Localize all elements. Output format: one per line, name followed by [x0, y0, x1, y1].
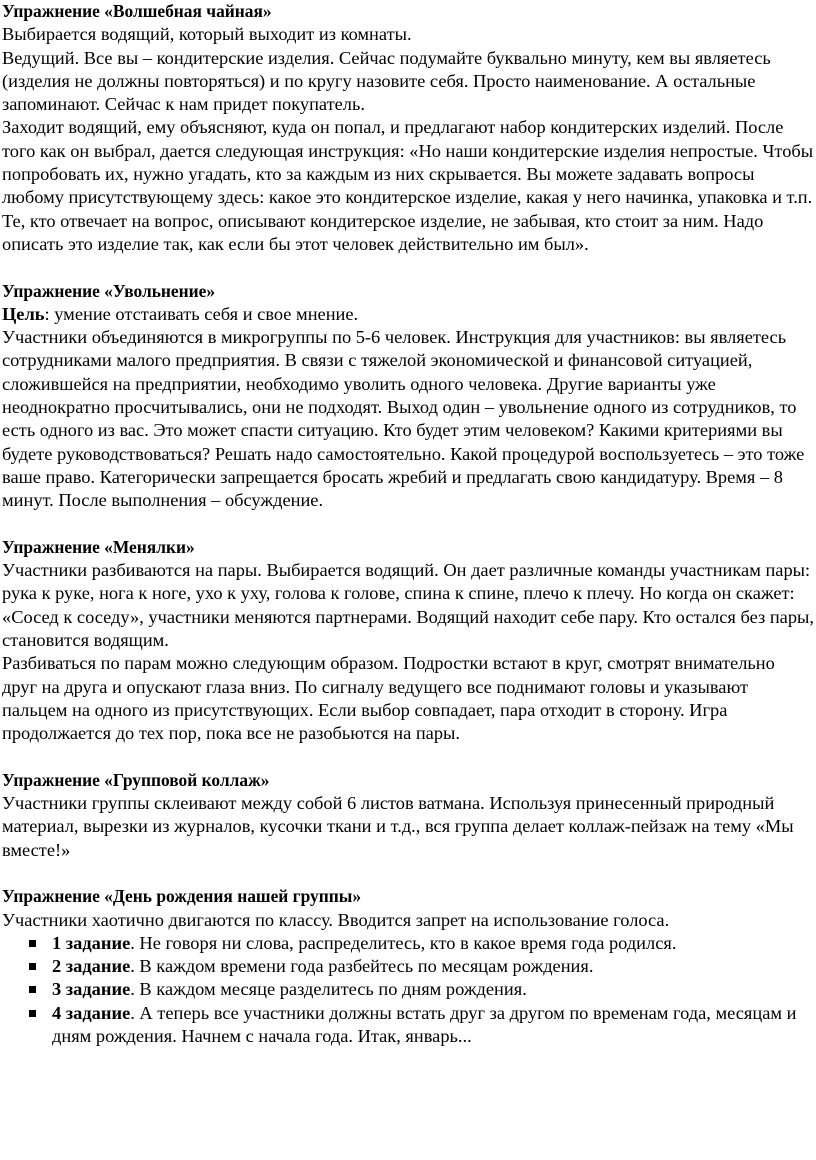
section-heading: Упражнение «Групповой коллаж» — [2, 769, 270, 790]
section-heading: Упражнение «Увольнение» — [2, 280, 216, 301]
section-spacer — [2, 862, 814, 885]
list-item — [2, 1002, 814, 1049]
goal-label: Цель — [2, 303, 45, 324]
square-bullet-icon — [29, 963, 36, 970]
task-label: 3 задание — [52, 979, 131, 1000]
task-list — [2, 932, 814, 1048]
paragraph: Участники группы склеивают между собой 6 листов ватмана. Используя принесенный природный материал, вырезки из журналов, кусочки ткани и т.д., вся группа делает коллаж-пейзаж на тему «Мы вместе!» — [2, 793, 794, 860]
task-text: . В каждом времени года разбейтесь по месяцам рождения. — [130, 956, 594, 977]
list-item — [2, 932, 814, 955]
list-item — [2, 978, 814, 1001]
paragraph: Участники разбиваются на пары. Выбирается водящий. Он дает различные команды участникам пары: рука к руке, нога к ноге, ухо к уху, голова к голове, спина к спине, плечо к плечу. Но когда он скажет: «Сосед к соседу», участники меняются партнерами. Водящий находит себе пару. Кто остался без пары, становится водящим. — [2, 560, 814, 651]
paragraph: Участники объединяются в микрогруппы по 5-6 человек. Инструкция для участников: вы являетесь сотрудниками малого предприятия. В связи с тяжелой экономической и финансовой ситуацией, сложившейся на предприятии, необходимо уволить одного человека. Другие варианты уже неоднократно просчитывались, они не подходят. Выход один – увольнение одного из сотрудников, то есть одного из вас. Это может спасти ситуацию. Кто будет этим человеком? Какими критериями вы будете руководствоваться? Решать надо самостоятельно. Какой процедурой воспользуетесь – это тоже ваше право. Категорически запрещается бросать жребий и предлагать свою кандидатуру. Время – 8 минут. После выполнения – обсуждение. — [2, 327, 805, 511]
task-text: . Не говоря ни слова, распределитесь, кто в какое время года родился. — [130, 932, 677, 953]
section-spacer — [2, 256, 814, 279]
task-label: 2 задание — [52, 956, 131, 977]
paragraph: Заходит водящий, ему объясняют, куда он попал, и предлагают набор кондитерских изделий. После того как он выбрал, дается следующая инструкция: «Но наши кондитерские изделия непростые. Чтобы попробовать их, нужно угадать, кто за каждым из них скрывается. Вы можете задавать вопросы любому присутствующему здесь: какое это кондитерское изделие, какая у него начинка, упаковка и т.п. Те, кто отвечает на вопрос, описывают кондитерское изделие, не забывая, кто стоит за ним. Надо описать это изделие так, как если бы этот человек действительно им был». — [2, 117, 814, 254]
section-heading: Упражнение «Менялки» — [2, 536, 195, 557]
paragraph: Разбиваться по парам можно следующим образом. Подростки встают в круг, смотрят внимательно друг на друга и опускают глаза вниз. По сигналу ведущего все поднимают головы и указывают пальцем на одного из присутствующих. Если выбор совпадает, пара отходит в сторону. Игра продолжается до тех пор, пока все не разобьются на пары. — [2, 653, 775, 744]
paragraph: Выбирается водящий, который выходит из комнаты. — [2, 24, 412, 45]
section-heading: Упражнение «День рождения нашей группы» — [2, 886, 362, 907]
square-bullet-icon — [29, 940, 36, 947]
task-label: 4 задание — [52, 1002, 131, 1023]
task-text: . В каждом месяце разделитесь по дням рождения. — [130, 979, 527, 1000]
paragraph: Ведущий. Все вы – кондитерские изделия. Сейчас подумайте буквально минуту, кем вы являетесь (изделия не должны повторяться) и по кругу назовите себя. Просто наименование. А остальные запоминают. Сейчас к нам придет покупатель. — [2, 47, 771, 115]
goal-line — [2, 303, 814, 326]
section-spacer — [2, 513, 814, 536]
section-spacer — [2, 746, 814, 769]
task-text: . А теперь все участники должны встать друг за другом по временам года, месяцам и дням рождения. Начнем с начала года. Итак, январь... — [52, 1002, 797, 1047]
paragraph: Участники хаотично двигаются по классу. Вводится запрет на использование голоса. — [2, 909, 670, 930]
section-heading: Упражнение «Волшебная чайная» — [2, 1, 272, 21]
square-bullet-icon — [29, 986, 36, 993]
task-label: 1 задание — [52, 932, 131, 953]
list-item — [2, 955, 814, 978]
goal-text: : умение отстаивать себя и свое мнение. — [44, 303, 359, 324]
document-page — [2, 0, 814, 1048]
square-bullet-icon — [29, 1010, 36, 1017]
